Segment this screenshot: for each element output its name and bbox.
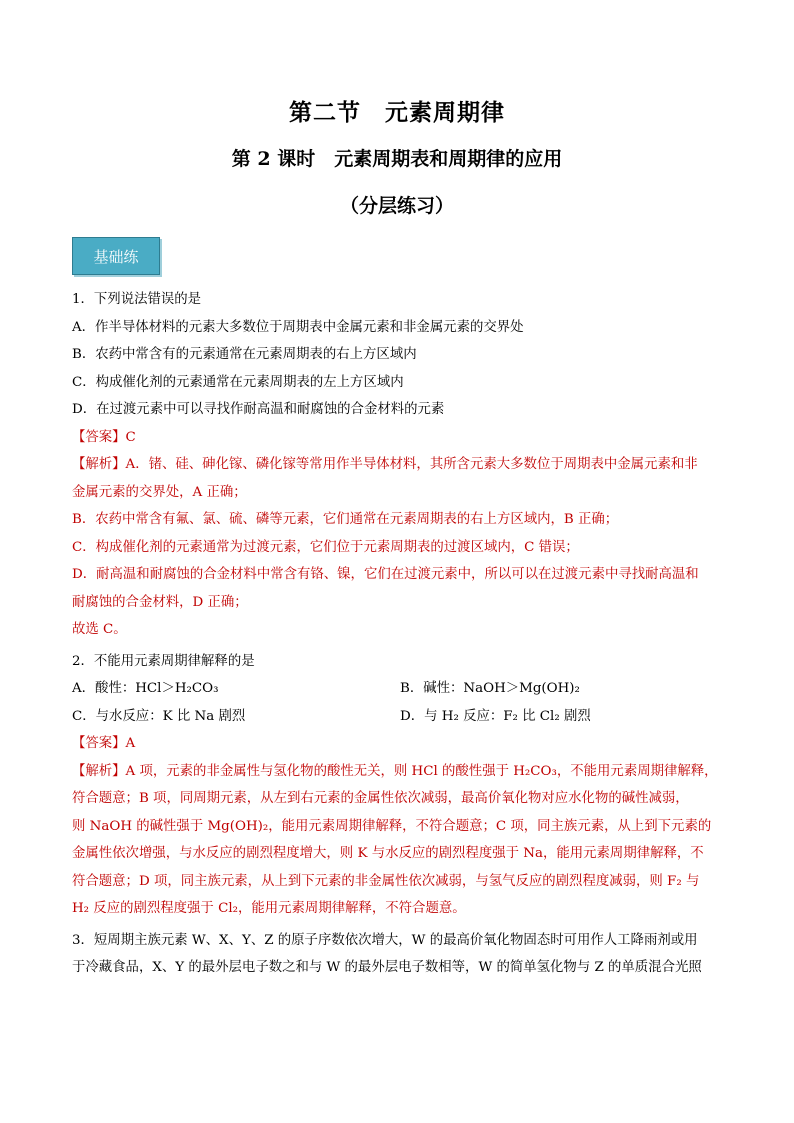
section-title: 第二节 元素周期律 [289,99,505,126]
q2-analysis-line: 金属性依次增强，与水反应的剧烈程度增大，则 K 与水反应的剧烈程度强于 Na，能用元素周期律解释，不 [72,846,704,861]
q2-analysis-line: H₂ 反应的剧烈程度强于 Cl₂，能用元素周期律解释，不符合题意。 [72,901,466,916]
q1-option-d: D．在过渡元素中可以寻找作耐高温和耐腐蚀的合金材料的元素 [72,402,445,417]
q2-options-row-1 [72,675,730,703]
q2-option-b: B．碱性：NaOH＞Mg(OH)₂ [400,681,580,696]
section-badge: 基础练 [72,237,160,275]
q1-analysis-line: 【解析】A．锗、硅、砷化镓、磷化镓等常用作半导体材料，其所含元素大多数位于周期表中金属元素和非 [72,457,698,472]
q1-answer: 【答案】C [72,429,136,445]
q2-option-c: C．与水反应：K 比 Na 剧烈 [72,708,246,724]
q2-analysis-line: 【解析】A 项，元素的非金属性与氢化物的酸性无关，则 HCl 的酸性强于 H₂CO₃，不能用元素周期律解释， [72,763,718,779]
q2-analysis-line: 符合题意；D 项，同主族元素，从上到下元素的非金属性依次减弱，与氢气反应的剧烈程度减弱，则 F₂ 与 [72,873,700,889]
q1-stem: 1．下列说法错误的是 [72,292,202,307]
q2-option-a: A．酸性：HCl＞H₂CO₃ [72,681,219,696]
q2-analysis-line: 则 NaOH 的碱性强于 Mg(OH)₂，能用元素周期律解释，不符合题意；C 项，同主族元素，从上到下元素的 [72,818,712,834]
q2-answer: 【答案】A [72,736,136,751]
q1-analysis-line: 金属元素的交界处，A 正确； [72,484,247,500]
q1-analysis-line: B．农药中常含有氟、氯、硫、磷等元素，它们通常在元素周期表的右上方区域内，B 正确； [72,512,619,527]
q3-stem-line: 3．短周期主族元素 W、X、Y、Z 的原子序数依次增大，W 的最高价氧化物固态时可用作人工降雨剂或用 [72,932,698,948]
question-content [72,286,730,982]
q1-option-c: C．构成催化剂的元素通常在元素周期表的左上方区域内 [72,374,404,390]
q1-option-a: A．作半导体材料的元素大多数位于周期表中金属元素和非金属元素的交界处 [72,319,524,335]
q2-options-row-2 [72,703,730,731]
q1-option-b: B．农药中常含有的元素通常在元素周期表的右上方区域内 [72,347,417,362]
q3-stem-line: 于冷藏食品，X、Y 的最外层电子数之和与 W 的最外层电子数相等，W 的简单氢化物与 Z 的单质混合光照 [72,960,702,975]
q2-stem: 2．不能用元素周期律解释的是 [72,653,255,669]
practice-title: （分层练习） [339,195,454,217]
q2-option-d: D．与 H₂ 反应：F₂ 比 Cl₂ 剧烈 [400,708,591,724]
q1-analysis-line: 故选 C。 [72,622,127,637]
q1-analysis-line: D．耐高温和耐腐蚀的合金材料中常含有铬、镍，它们在过渡元素中，所以可以在过渡元素中寻找耐高温和 [72,567,699,582]
q1-analysis-line: 耐腐蚀的合金材料，D 正确； [72,594,248,610]
lesson-title: 第 2 课时 元素周期表和周期律的应用 [231,148,563,170]
q1-analysis-line: C．构成催化剂的元素通常为过渡元素，它们位于元素周期表的过渡区域内，C 错误； [72,539,579,555]
q2-analysis-line: 符合题意；B 项，同周期元素，从左到右元素的金属性依次减弱，最高价氧化物对应水化物的碱性减弱， [72,791,689,806]
